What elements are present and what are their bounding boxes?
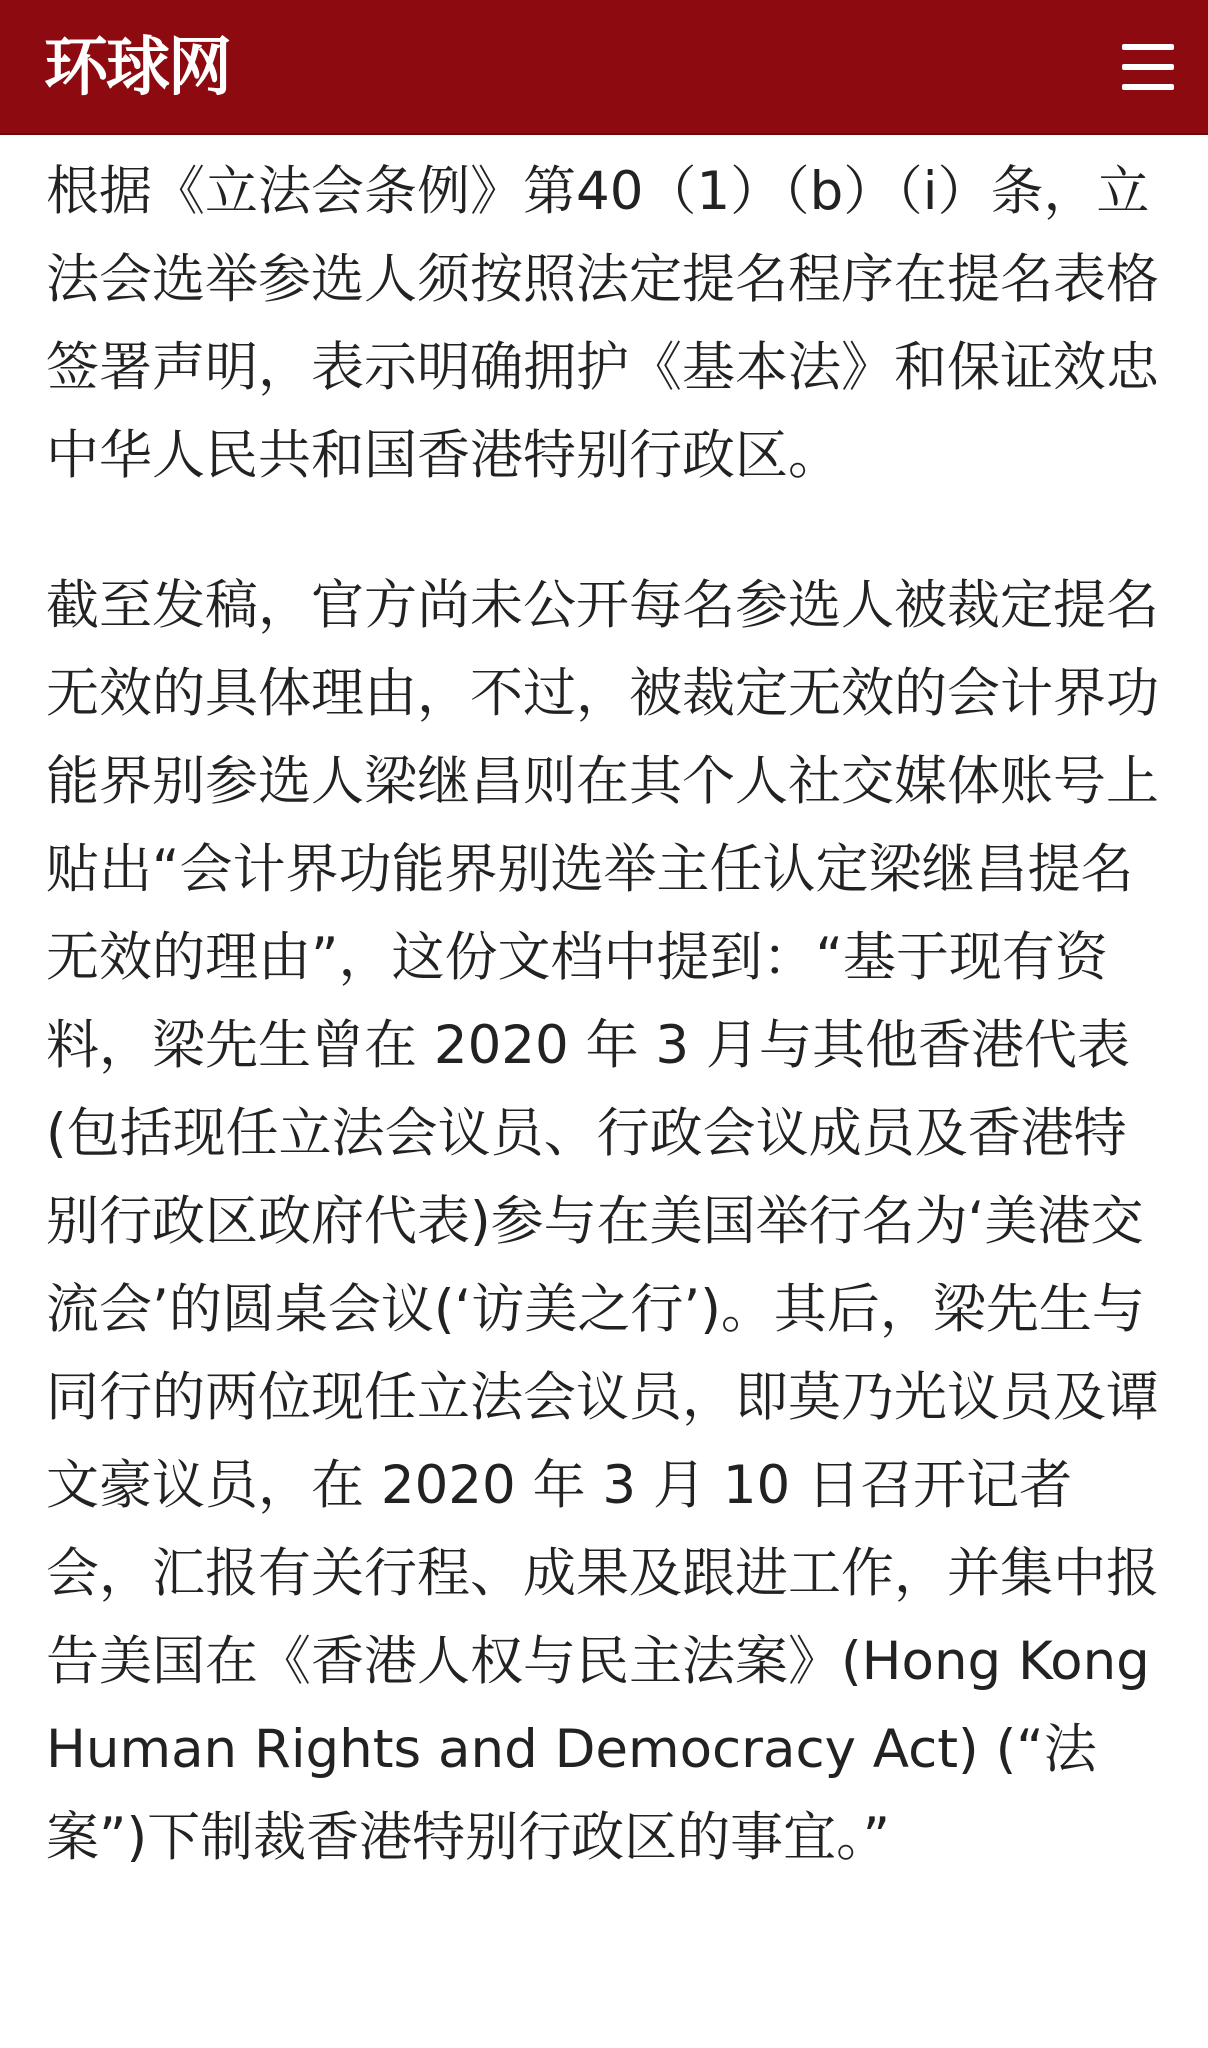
hamburger-menu-icon-line-middle: [1122, 64, 1174, 70]
hamburger-menu-icon-line-bottom: [1122, 84, 1174, 90]
article-paragraph-2: 截至发稿，官方尚未公开每名参选人被裁定提名无效的具体理由，不过，被裁定无效的会计界功能界别参选人梁继昌则在其个人社交媒体账号上贴出“会计界功能界别选举主任认定梁继昌提名无效的理由”，这份文档中提到：“基于现有资料，梁先生曾在 2020 年 3 月与其他香港代表(包括现任立法会议员、行政会议成员及香港特别行政区政府代表)参与在美国举行名为‘美港交流会’的圆桌会议(‘访美之行’)。其后，梁先生与同行的两位现任立法会议员，即莫乃光议员及谭文豪议员，在 2020 年 3 月 10 日召开记者会，汇报有关行程、成果及跟进工作，并集中报告美国在《香港人权与民主法案》(Hong Kong Human Rights and Democracy Act) (“法案”)下制裁香港特别行政区的事宜。”: [46, 575, 1159, 1868]
site-logo[interactable]: 环球网: [44, 31, 230, 105]
menu-button[interactable]: [1116, 38, 1180, 96]
site-header: [0, 0, 1208, 135]
article-body: [46, 148, 1166, 1882]
article-paragraph-1: 根据《立法会条例》第40（1）（b）（i）条，立法会选举参选人须按照法定提名程序在提名表格签署声明，表示明确拥护《基本法》和保证效忠中华人民共和国香港特别行政区。: [46, 161, 1159, 486]
hamburger-menu-icon-line-top: [1122, 44, 1174, 50]
